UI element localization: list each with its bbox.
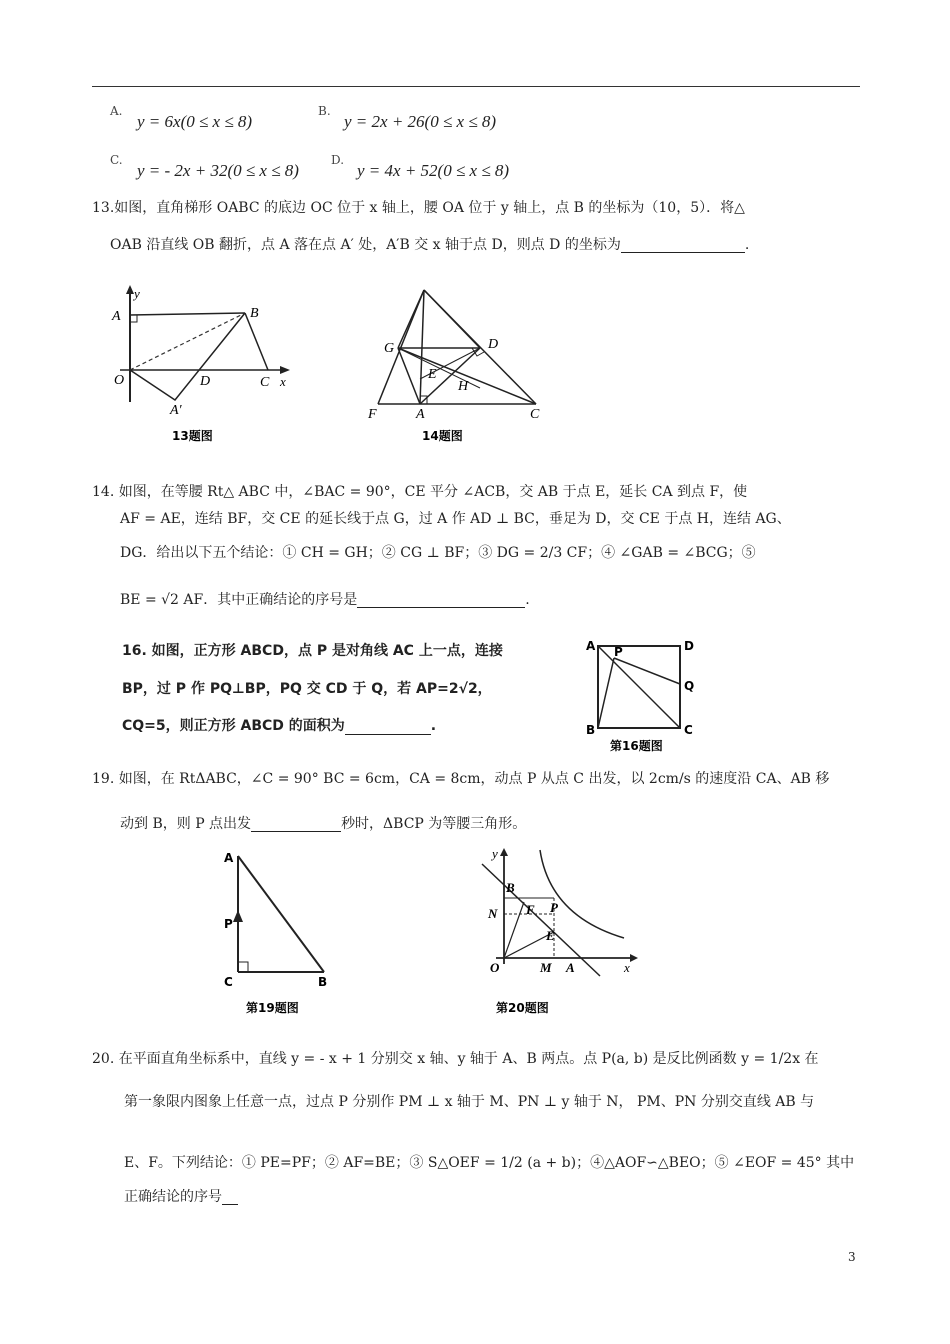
q16-end: . [430, 718, 437, 734]
fig20-label-o: O [490, 960, 500, 975]
fig14-diagram [360, 282, 560, 447]
q14-line2: AF = AE，连结 BF，交 CE 的延长线于点 G，过 A 作 AD ⊥ BC，垂足为 D，交 CE 于点 H，连结 AG、 [120, 511, 791, 527]
q20-line4 [124, 1190, 238, 1205]
fig14-label-a: A [416, 407, 425, 422]
fig13-diagram [100, 282, 300, 447]
page-number: 3 [848, 1250, 856, 1264]
q20-line4-text: 正确结论的序号 [124, 1189, 222, 1205]
option-d-expr: y = 4x + 52(0 ≤ x ≤ 8) [357, 161, 510, 180]
fig20-label-b: B [506, 880, 515, 895]
fig13-y-arrow [126, 285, 134, 294]
fig16-label-c: C [684, 723, 693, 737]
fig19-label-c: C [224, 975, 233, 989]
fig19-arrow [233, 910, 243, 922]
header-rule [92, 86, 860, 87]
q14-line1: 14. 如图，在等腰 Rt△ ABC 中，∠BAC = 90°，CE 平分 ∠ACB，交 AB 于点 E，延长 CA 到点 F，使 [92, 484, 748, 500]
q20-line2: 第一象限内图象上任意一点，过点 P 分别作 PM ⊥ x 轴于 M、PN ⊥ y 轴于 N， PM、PN 分别交直线 AB 与 [124, 1094, 815, 1110]
fig16-label-b: B [586, 723, 596, 737]
q16-line2: BP，过 P 作 PQ⊥BP，PQ 交 CD 于 Q，若 AP=2√2， [122, 681, 492, 697]
fig20-label-p: P [550, 900, 558, 915]
q13-line1: 13.如图，直角梯形 OABC 的底边 OC 位于 x 轴上，腰 OA 位于 y 轴上，点 B 的坐标为（10，5）．将△ [92, 200, 745, 216]
fig13-bc [245, 313, 268, 370]
fig13-ab [130, 313, 245, 315]
fig13-label-a: A [112, 309, 121, 324]
option-b-label: B. [318, 104, 331, 118]
fig13-label-b: B [250, 306, 259, 321]
q16-line3 [122, 715, 436, 735]
fig20-label-e: E [546, 928, 555, 943]
q20-answer-blank [222, 1190, 238, 1205]
fig16-label-a: A [586, 639, 596, 653]
q13-line2 [110, 238, 749, 253]
fig13-label-x: x [280, 374, 286, 389]
fig16-diagram [580, 636, 700, 756]
fig20-label-a: A [566, 960, 575, 975]
q13-line2-text: OAB 沿直线 OB 翻折，点 A 落在点 A′ 处，A′B 交 x 轴于点 D，则点 D 的坐标为 [110, 237, 621, 253]
q19-line2b: 秒时，ΔBCP 为等腰三角形。 [341, 816, 527, 832]
fig14-label-f: F [368, 407, 377, 422]
q16-line1: 16. 如图，正方形 ABCD，点 P 是对角线 AC 上一点，连接 [122, 643, 503, 659]
fig13-label-y: y [134, 286, 140, 301]
q19-line1: 19. 如图，在 RtΔABC，∠C = 90° BC = 6cm，CA = 8cm，动点 P 从点 C 出发，以 2cm/s 的速度沿 CA、AB 移 [92, 771, 830, 787]
option-b-expr: y = 2x + 26(0 ≤ x ≤ 8) [344, 112, 497, 131]
fig13-label-c: C [260, 375, 270, 390]
fig20-label-y: y [492, 846, 498, 861]
q13-answer-blank [621, 238, 745, 253]
option-c-expr: y = - 2x + 32(0 ≤ x ≤ 8) [137, 161, 299, 180]
fig14-label-d: D [488, 337, 499, 352]
q14-line3: DG．给出以下五个结论：① CH = GH；② CG ⊥ BF；③ DG = 2/3 CF；④ ∠GAB = ∠BCG；⑤ [120, 545, 756, 561]
fig19-diagram [220, 846, 350, 1020]
fig14-label-e: E [428, 367, 437, 382]
fig19-label-p: P [224, 917, 233, 931]
q19-answer-blank [251, 817, 341, 832]
fig13-fold [130, 313, 245, 400]
q19-line2-text: 动到 B，则 P 点出发 [120, 816, 252, 832]
fig20-label-f: F [526, 902, 535, 917]
q19-line2 [120, 817, 526, 832]
fig20-label-m: M [540, 960, 552, 975]
q14-answer-blank [357, 593, 525, 608]
option-d-label: D. [331, 153, 345, 167]
fig19-caption: 第19题图 [246, 1001, 299, 1015]
fig16-label-p: P [614, 645, 623, 659]
fig14-label-h: H [458, 379, 469, 394]
fig20-label-n: N [488, 906, 498, 921]
option-a-label: A. [110, 104, 123, 118]
q14-end: . [525, 592, 530, 608]
option-a-expr: y = 6x(0 ≤ x ≤ 8) [137, 112, 253, 131]
fig20-diagram [474, 846, 644, 1020]
q14-line4 [120, 593, 530, 608]
q13-end: . [744, 237, 750, 253]
fig20-label-x: x [624, 960, 630, 975]
fig13-x-arrow [280, 366, 290, 374]
fig13-label-d: D [200, 374, 211, 389]
q14-line4-text: BE = √2 AF．其中正确结论的序号是 [120, 592, 358, 608]
fig14-caption: 14题图 [422, 429, 463, 443]
option-c-label: C. [110, 153, 123, 167]
q20-line3: E、F。下列结论：① PE=PF；② AF=BE；③ S△OEF = 1/2 (a + b)；④△AOF∽△BEO；⑤ ∠EOF = 45° 其中 [124, 1155, 855, 1171]
fig16-label-q: Q [684, 679, 695, 693]
fig13-ob [130, 313, 245, 370]
fig13-label-a-prime: A′ [170, 403, 182, 418]
fig19-label-a: A [224, 851, 234, 865]
fig19-label-b: B [318, 975, 328, 989]
fig13-caption: 13题图 [172, 429, 213, 443]
fig20-caption: 第20题图 [496, 1001, 549, 1015]
fig14-label-c: C [530, 407, 540, 422]
fig13-label-o: O [114, 373, 125, 388]
fig16-label-d: D [684, 639, 694, 653]
fig13-right-angle [130, 315, 137, 322]
q20-line1: 20. 在平面直角坐标系中，直线 y = - x + 1 分别交 x 轴、y 轴于 A、B 两点。点 P(a, b) 是反比例函数 y = 1/2x 在 [92, 1051, 819, 1067]
fig14-label-g: G [384, 341, 395, 356]
q16-answer-blank [345, 718, 431, 735]
fig16-caption: 第16题图 [610, 739, 663, 753]
q16-line3-text: CQ=5，则正方形 ABCD 的面积为 [122, 718, 345, 734]
